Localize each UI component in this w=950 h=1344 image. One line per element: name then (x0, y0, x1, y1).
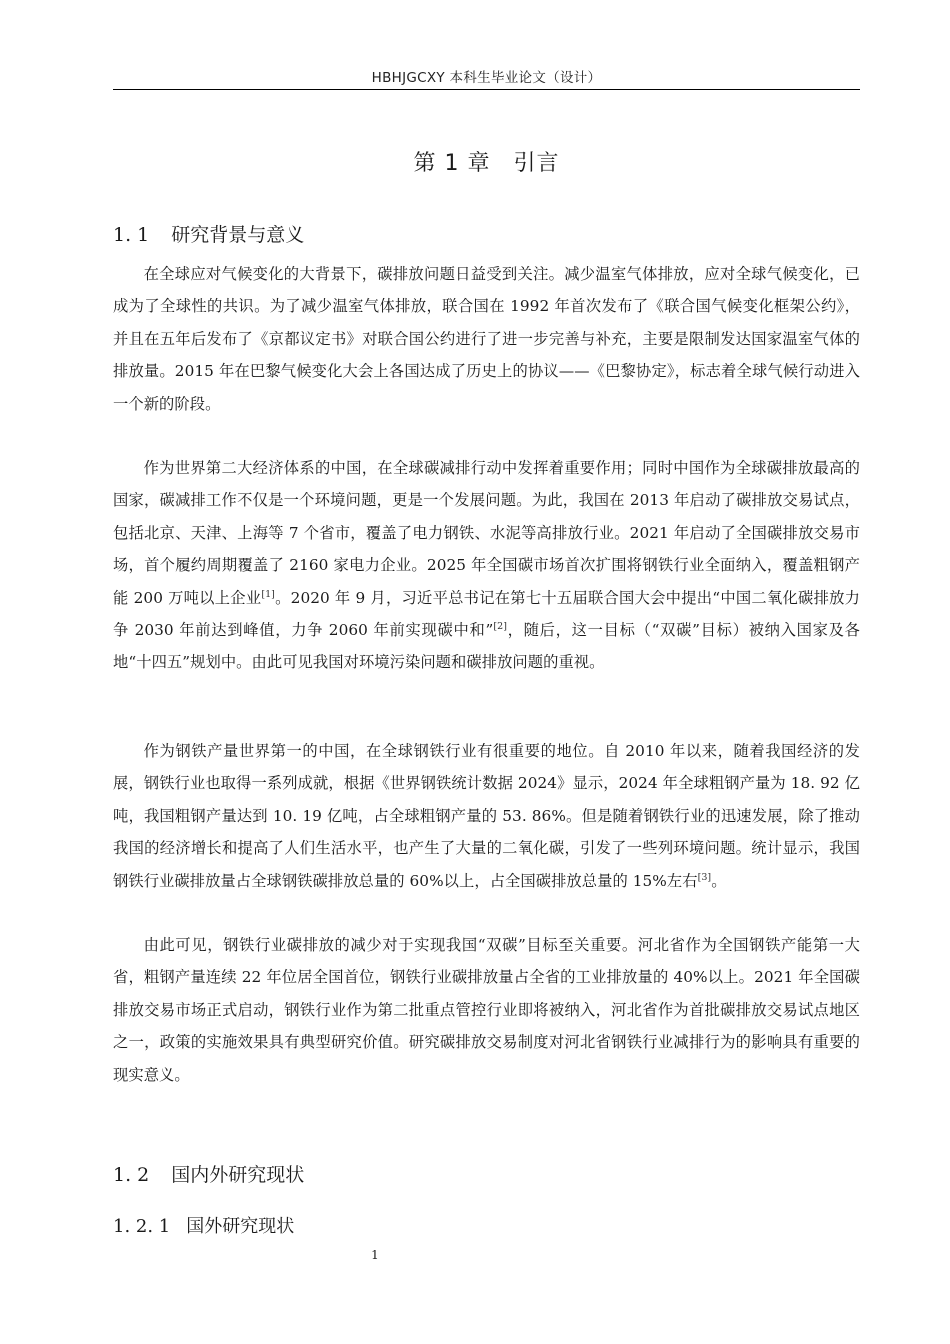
paragraph-3-text-a: 作为钢铁产量世界第一的中国，在全球钢铁行业有很重要的地位。自 2010 年以来，随着我国经济的发展，钢铁行业也取得一系列成就，根据《世界钢铁统计数据 2024》显示，2024 年全球粗钢产量为 18. 92 亿吨，我国粗钢产量达到 10. 19 亿吨，占全球粗钢产量的 53. 86%。但是随着钢铁行业的迅速发展，除了推动我国的经济增长和提高了人们生活水平，也产生了大量的二氧化碳，引发了一些列环境问题。统计显示，我国钢铁行业碳排放量占全球钢铁碳排放总量的 60%以上，占全国碳排放总量的 15%左右 (113, 742, 860, 890)
citation-ref-2: [2] (493, 620, 507, 632)
paragraph-1: 在全球应对气候变化的大背景下，碳排放问题日益受到关注。减少温室气体排放，应对全球气候变化，已成为了全球性的共识。为了减少温室气体排放，联合国在 1992 年首次发布了《联合国气候变化框架公约》，并且在五年后发布了《京都议定书》对联合国公约进行了进一步完善与补充，主要是限制发达国家温室气体的排放量。2015 年在巴黎气候变化大会上各国达成了历史上的协议——《巴黎协定》，标志着全球气候行动进入一个新的阶段。 (113, 265, 860, 413)
paragraph-2-text-b: 。2020 年 9 月，习近平总书记在第七十五届联合国大会中提出“中国二氧化碳排放力争 2030 年前达到峰值，力争 2060 年前实现碳中和” (113, 588, 860, 640)
subsection-number: 1. 2. 1 (113, 1216, 171, 1237)
paragraph-4: 由此可见，钢铁行业碳排放的减少对于实现我国“双碳”目标至关重要。河北省作为全国钢铁产能第一大省，粗钢产量连续 22 年位居全国首位，钢铁行业碳排放量占全省的工业排放量的 40%以上。2021 年全国碳排放交易市场正式启动，钢铁行业作为第二批重点管控行业即将被纳入，河北省作为首批碳排放交易试点地区之一，政策的实施效果具有典型研究价值。研究碳排放交易制度对河北省钢铁行业减排行为的影响具有重要的现实意义。 (113, 936, 860, 1084)
paragraph-3 (113, 735, 860, 897)
citation-ref-3: [3] (697, 871, 712, 883)
section-title: 研究背景与意义 (171, 224, 305, 246)
citation-ref-1: [1] (261, 588, 275, 600)
paragraph-2-text-c: ，随后，这一目标（“双碳”目标）被纳入国家及各地“十四五”规划中。由此可见我国对环境污染问题和碳排放问题的重视。 (113, 621, 860, 672)
running-header: HBHJGCXY 本科生毕业论文（设计） (371, 70, 602, 86)
subsection-heading-1-2-1 (113, 1212, 294, 1238)
subsection-title: 国外研究现状 (186, 1216, 295, 1237)
section-heading-1-1 (113, 220, 304, 247)
header-rule (113, 89, 860, 90)
paragraph-2-text-a: 作为世界第二大经济体系的中国，在全球碳减排行动中发挥着重要作用；同时中国作为全球碳排放最高的国家，碳减排工作不仅是一个环境问题，更是一个发展问题。为此，我国在 2013 年启动了碳排放交易试点，包括北京、天津、上海等 7 个省市，覆盖了电力钢铁、水泥等高排放行业。2021 年启动了全国碳排放交易市场，首个履约周期覆盖了 2160 家电力企业。2025 年全国碳市场首次扩围将钢铁行业全面纳入，覆盖粗钢产能 200 万吨以上企业 (113, 459, 860, 607)
section-title: 国内外研究现状 (171, 1164, 305, 1186)
paragraph-2 (113, 452, 860, 679)
section-heading-1-2 (113, 1160, 304, 1187)
paragraph-3-text-b: 。 (711, 871, 727, 890)
section-number: 1. 2 (113, 1164, 150, 1186)
chapter-title: 第 1 章 引言 (413, 151, 560, 176)
page-number: 1 (371, 1248, 379, 1262)
section-number: 1. 1 (113, 224, 150, 246)
